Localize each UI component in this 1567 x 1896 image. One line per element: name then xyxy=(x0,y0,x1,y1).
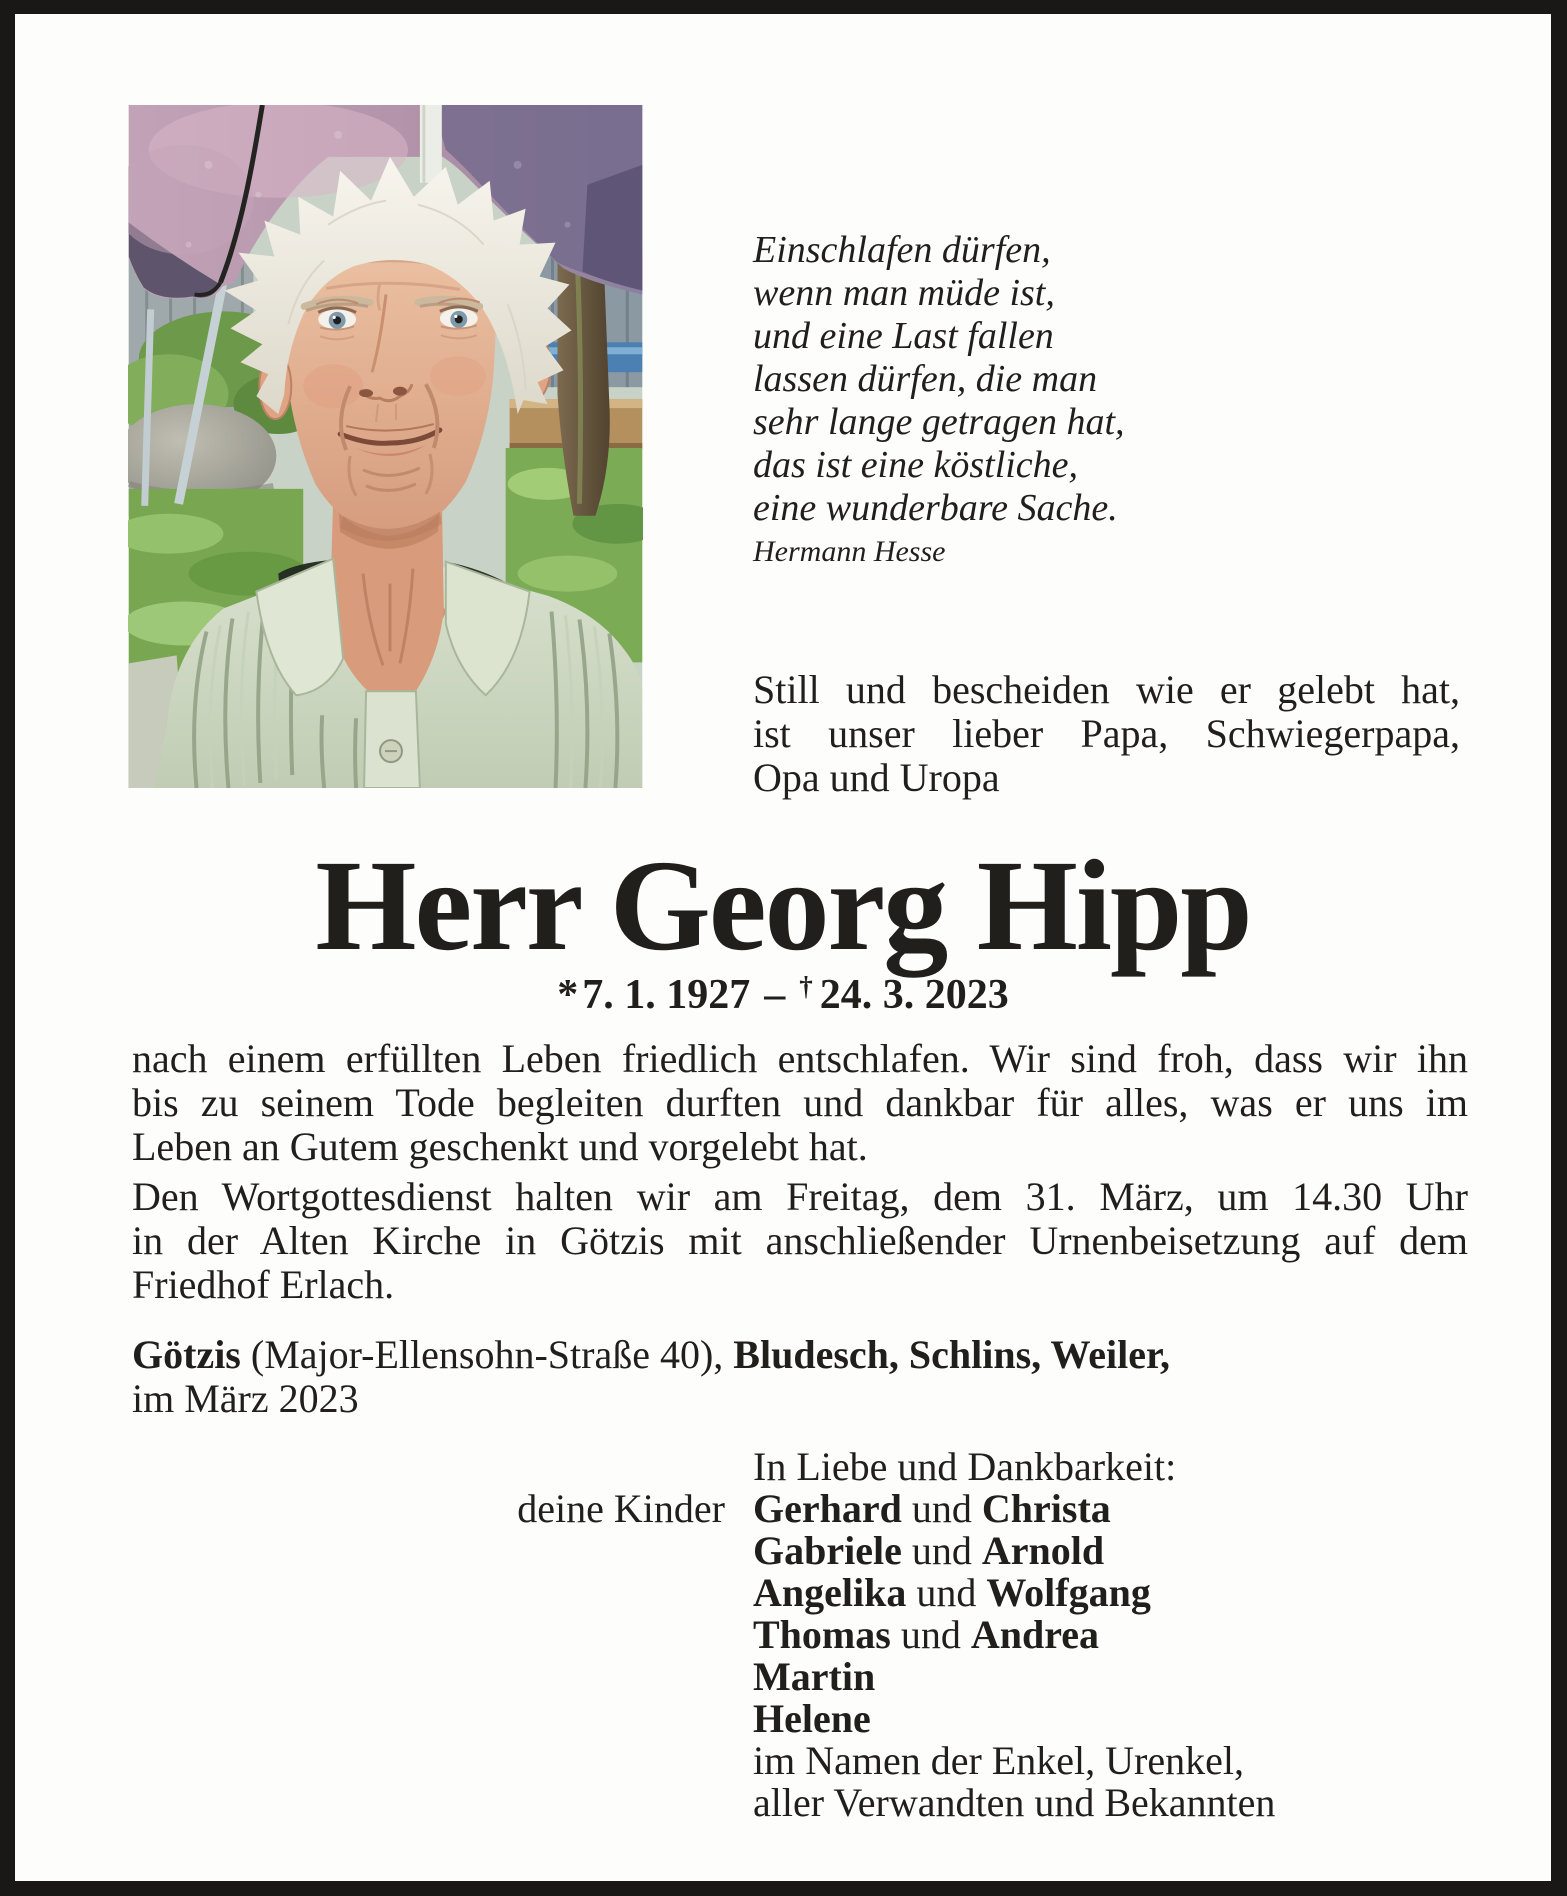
intro-block xyxy=(753,668,1460,800)
obituary-paragraph xyxy=(132,1037,1468,1169)
intro-line: ist unser lieber Papa, Schwiegerpapa, xyxy=(753,711,1460,756)
signature-heading: In Liebe und Dankbarkeit: xyxy=(753,1444,1177,1489)
deceased-name-title: Herr Georg Hipp xyxy=(315,834,1251,978)
quote-line: und eine Last fallen xyxy=(753,315,1054,357)
locations-block xyxy=(132,1333,1468,1421)
date-line: im März 2023 xyxy=(132,1376,359,1421)
child-name: Helene xyxy=(753,1696,871,1741)
paragraph-line: nach einem erfüllten Leben friedlich entschlafen. Wir sind froh, dass wir ihn xyxy=(132,1036,1468,1081)
signature-block xyxy=(753,1446,1275,1824)
quote-line: das ist eine köstliche, xyxy=(753,444,1079,486)
paragraph-line: Den Wortgottesdienst halten wir am Freitag, dem 31. März, um 14.30 Uhr xyxy=(132,1174,1468,1219)
quote-line: Einschlafen dürfen, xyxy=(753,229,1051,271)
quote-line: eine wunderbare Sache. xyxy=(753,487,1118,529)
signature-child-row xyxy=(753,1656,1275,1698)
spouse-name: Andrea xyxy=(970,1612,1099,1657)
birth-date: 7. 1. 1927 xyxy=(582,972,751,1018)
portrait-photo xyxy=(128,105,643,788)
signature-child-row xyxy=(753,1698,1275,1740)
signature-child-row xyxy=(753,1530,1275,1572)
signature-child-row xyxy=(753,1488,1275,1530)
connector: und xyxy=(906,1570,987,1615)
signature-child-row xyxy=(753,1614,1275,1656)
child-name: Martin xyxy=(753,1654,876,1699)
child-name: Gabriele xyxy=(753,1528,902,1573)
connector: und xyxy=(890,1612,971,1657)
life-dates xyxy=(118,963,1448,1018)
spouse-name: Arnold xyxy=(981,1528,1105,1573)
quote-line: wenn man müde ist, xyxy=(753,272,1055,314)
birth-star-icon: * xyxy=(557,972,579,1018)
paragraph-line: in der Alten Kirche in Götzis mit anschließender Urnenbeisetzung auf dem xyxy=(132,1218,1468,1263)
signature-closing-line: aller Verwandten und Bekannten xyxy=(753,1780,1276,1825)
location-primary: Götzis xyxy=(132,1332,241,1377)
service-paragraph xyxy=(132,1175,1468,1307)
intro-line: Opa und Uropa xyxy=(753,755,1000,800)
spouse-name: Christa xyxy=(981,1486,1111,1531)
signature-child-row xyxy=(753,1572,1275,1614)
relation-label: deine Kinder xyxy=(517,1486,725,1531)
paragraph-line: Friedhof Erlach. xyxy=(132,1262,395,1307)
memorial-quote xyxy=(753,229,1125,530)
connector: und xyxy=(901,1486,982,1531)
death-date: 24. 3. 2023 xyxy=(819,972,1009,1018)
child-name: Gerhard xyxy=(753,1486,902,1531)
paragraph-line: Leben an Gutem geschenkt und vorgelebt hat. xyxy=(132,1124,868,1169)
paragraph-line: bis zu seinem Tode begleiten durften und dankbar für alles, was er uns im xyxy=(132,1080,1468,1125)
connector: und xyxy=(901,1528,982,1573)
death-cross-icon: † xyxy=(799,971,813,1001)
dates-dash: – xyxy=(764,972,786,1018)
child-name: Angelika xyxy=(753,1570,907,1615)
spouse-name: Wolfgang xyxy=(986,1570,1151,1615)
quote-line: lassen dürfen, die man xyxy=(753,358,1098,400)
child-name: Thomas xyxy=(753,1612,891,1657)
locations-line xyxy=(132,1333,1468,1377)
signature-closing-line: im Namen der Enkel, Urenkel, xyxy=(753,1738,1244,1783)
locations-secondary: Bludesch, Schlins, Weiler, xyxy=(733,1332,1171,1377)
quote-attribution: Hermann Hesse xyxy=(753,535,946,568)
location-address: (Major-Ellensohn-Straße 40), xyxy=(240,1332,734,1377)
intro-line: Still und bescheiden wie er gelebt hat, xyxy=(753,667,1460,712)
quote-line: sehr lange getragen hat, xyxy=(753,401,1125,443)
portrait-photo-illustration xyxy=(128,105,643,788)
